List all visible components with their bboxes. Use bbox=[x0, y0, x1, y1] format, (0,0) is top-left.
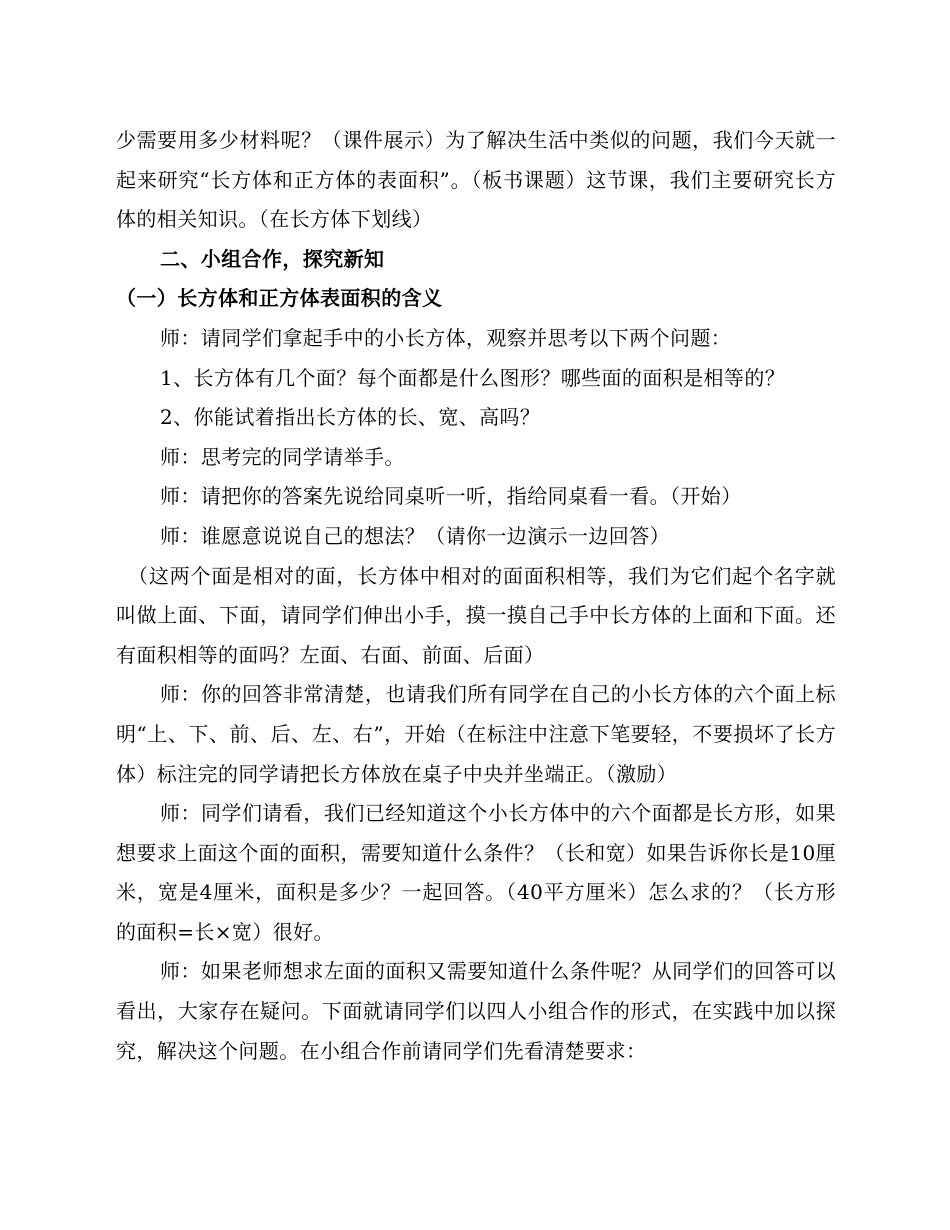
paragraph-raise-hands: 师：思考完的同学请举手。 bbox=[160, 444, 405, 469]
paragraph-area-example: 师：同学们请看，我们已经知道这个小长方体中的六个面都是长方形，如果想要求上面这个面的面积，需要知道什么条件？（长和宽）如果告诉你长是10厘米，宽是4厘米，面积是多少？一起回答。（40平方厘米）怎么求的？（长方形的面积=长×宽）很好。 bbox=[116, 801, 836, 944]
document-body bbox=[116, 121, 836, 1071]
paragraph-tell-deskmate: 师：请把你的答案先说给同桌听一听，指给同桌看一看。（开始） bbox=[160, 484, 742, 509]
question-item-2: 2、你能试着指出长方体的长、宽、高吗？ bbox=[160, 405, 541, 430]
section-heading: 二、小组合作，探究新知 bbox=[160, 246, 385, 271]
question-item-1: 1、长方体有几个面？每个面都是什么图形？哪些面的面积是相等的？ bbox=[160, 365, 786, 390]
paragraph-share-ideas: 师：谁愿意说说自己的想法？（请你一边演示一边回答） bbox=[160, 523, 670, 548]
paragraph-intro-continued: 少需要用多少材料呢？（课件展示）为了解决生活中类似的问题，我们今天就一起来研究“长方体和正方体的表面积”。（板书课题）这节课，我们主要研究长方体的相关知识。（在长方体下划线） bbox=[116, 128, 836, 232]
subsection-heading: （一）长方体和正方体表面积的含义 bbox=[116, 286, 443, 311]
paragraph-opposite-faces: （这两个面是相对的面，长方体中相对的面面积相等，我们为它们起个名字就叫做上面、下面，请同学们伸出小手，摸一摸自己手中长方体的上面和下面。还有面积相等的面吗？左面、右面、前面、后面） bbox=[116, 563, 836, 667]
paragraph-group-work: 师：如果老师想求左面的面积又需要知道什么条件呢？从同学们的回答可以看出，大家存在疑问。下面就请同学们以四人小组合作的形式，在实践中加以探究，解决这个问题。在小组合作前请同学们先看清楚要求： bbox=[116, 959, 836, 1063]
paragraph-label-faces: 师：你的回答非常清楚，也请我们所有同学在自己的小长方体的六个面上标明“上、下、前、后、左、右”，开始（在标注中注意下笔要轻，不要损坏了长方体）标注完的同学请把长方体放在桌子中央并坐端正。（激励） bbox=[116, 682, 836, 786]
paragraph-teacher-prompt: 师：请同学们拿起手中的小长方体，观察并思考以下两个问题： bbox=[160, 325, 732, 350]
